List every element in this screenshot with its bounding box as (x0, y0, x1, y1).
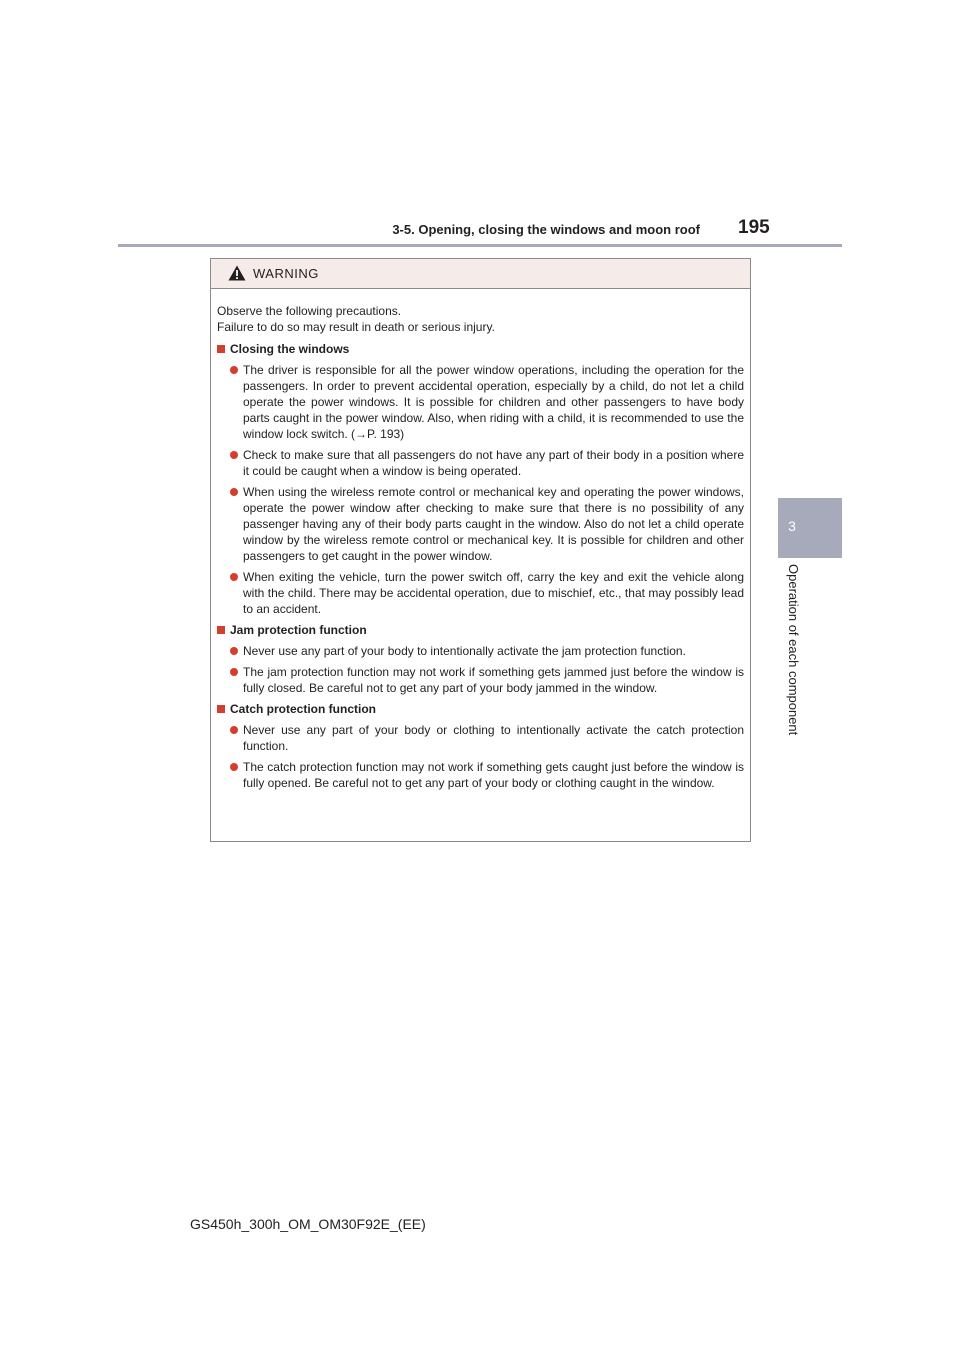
bullet-item (217, 722, 744, 754)
page-number: 195 (738, 217, 770, 238)
bullet-item (217, 447, 744, 479)
bullet-text: When using the wireless remote control or mechanical key and operating the power windows, operate the power window after checking to make sure that there is no possibility of any passenger having any of their body parts caught in the window. Also do not let a child operate window by the wireless remote control or mechanical key. It is possible for children and other passengers to get caught in the power window. (243, 485, 744, 563)
square-bullet-icon (217, 345, 225, 353)
chapter-number: 3 (788, 518, 796, 534)
bullet-text: The catch protection function may not work if something gets caught just before the window is fully opened. Be careful not to get any part of your body or clothing caught in the window. (243, 760, 744, 790)
bullet-text: Never use any part of your body to intentionally activate the jam protection function. (243, 644, 686, 658)
header-rule (118, 244, 842, 247)
round-bullet-icon (230, 668, 238, 676)
section-heading-closing-windows (217, 341, 744, 357)
chapter-tab (778, 498, 842, 558)
bullet-item (217, 569, 744, 617)
round-bullet-icon (230, 366, 238, 374)
intro-line: Failure to do so may result in death or serious injury. (217, 320, 495, 334)
section-heading-text: Catch protection function (230, 702, 376, 716)
bullet-text: The jam protection function may not work if something gets jammed just before the window is fully closed. Be careful not to get any part of your body jammed in the window. (243, 665, 744, 695)
section-heading-text: Closing the windows (230, 342, 350, 356)
bullet-text: Never use any part of your body or clothing to intentionally activate the catch protection function. (243, 723, 744, 753)
round-bullet-icon (230, 763, 238, 771)
bullet-item (217, 362, 744, 442)
intro-line: Observe the following precautions. (217, 304, 402, 318)
intro-text (217, 303, 744, 335)
warning-triangle-icon (228, 265, 246, 281)
bullet-text: Check to make sure that all passengers do not have any part of their body in a position where it could be caught when a window is being operated. (243, 448, 744, 478)
square-bullet-icon (217, 626, 225, 634)
chapter-label (783, 564, 803, 764)
bullet-item (217, 643, 744, 659)
section-heading-text: Jam protection function (230, 623, 367, 637)
bullet-item (217, 664, 744, 696)
bullet-item (217, 484, 744, 564)
warning-body (211, 289, 750, 791)
warning-title: WARNING (253, 266, 319, 281)
bullet-text: When exiting the vehicle, turn the power switch off, carry the key and exit the vehicle along with the child. There may be accidental operation, due to mischief, etc., that may possibly lead to an accident. (243, 570, 744, 616)
section-heading-catch-protection (217, 701, 744, 717)
header-section-title: 3-5. Opening, closing the windows and moon roof (392, 222, 700, 237)
bullet-item (217, 759, 744, 791)
bullet-text: The driver is responsible for all the power window operations, including the operation for the passengers. In order to prevent accidental operation, especially by a child, do not let a child operate the power windows. It is possible for children and other passengers to have body parts caught in the power window. Also, when riding with a child, it is recommended to use the window lock switch. (→P. 193) (243, 363, 744, 441)
chapter-label-text: Operation of each component (786, 564, 801, 736)
round-bullet-icon (230, 647, 238, 655)
round-bullet-icon (230, 573, 238, 581)
section-heading-jam-protection (217, 622, 744, 638)
footer-doc-code: GS450h_300h_OM_OM30F92E_(EE) (190, 1216, 426, 1232)
round-bullet-icon (230, 488, 238, 496)
round-bullet-icon (230, 451, 238, 459)
warning-box (210, 258, 751, 842)
warning-header (211, 259, 750, 289)
square-bullet-icon (217, 705, 225, 713)
round-bullet-icon (230, 726, 238, 734)
